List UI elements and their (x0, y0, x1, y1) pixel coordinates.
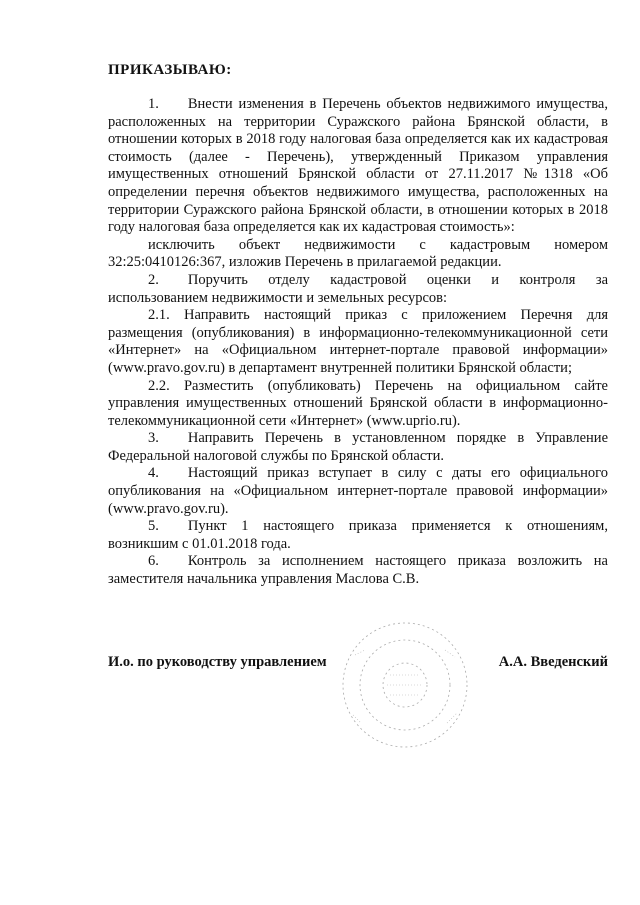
signatory-position: И.о. по руководству управлением (108, 654, 327, 670)
order-body (108, 96, 608, 589)
official-stamp-icon (335, 615, 475, 755)
item-2-1: 2.1. Направить настоящий приказ с приложением Перечня для размещения (опубликования) в информационно-телекоммуникационной сети «Интернет» на «Официальном интернет-портале правовой информации» (www.pravo.gov.ru) в департамент внутренней политики Брянской области; (108, 307, 608, 376)
item-6: 6. Контроль за исполнением настоящего приказа возложить на заместителя начальника управления Маслова С.В. (108, 553, 608, 588)
item-1-exclusion: исключить объект недвижимости с кадастровым номером 32:25:0410126:367, изложив Перечень в прилагаемой редакции. (108, 236, 608, 271)
order-heading: ПРИКАЗЫВАЮ: (108, 62, 232, 78)
item-5: 5. Пункт 1 настоящего приказа применяется к отношениям, возникшим с 01.01.2018 года. (108, 518, 608, 552)
item-4: 4. Настоящий приказ вступает в силу с даты его официального опубликования на «Официальном интернет-портале правовой информации» (www.pravo.gov.ru). (108, 465, 608, 517)
signatory-name: А.А. Введенский (498, 654, 608, 670)
item-2-2: 2.2. Разместить (опубликовать) Перечень на официальном сайте управления имущественных отношений Брянской области в информационно-телекоммуникационной сети «Интернет» (www.uprio.ru). (108, 377, 608, 429)
item-1: 1. Внести изменения в Перечень объектов недвижимого имущества, расположенных на территории Суражского района Брянской области, в отношении которых в 2018 году налоговая база определяется как их кадастровая стоимость (далее - Перечень), утвержденный Приказом управления имущественных отношений Брянской области от 27.11.2017 №1318 «Об определении перечня объектов недвижимого имущества, расположенных на территории Суражского района Брянской области, в отношении которых в 2018 году налоговая база определяется как их кадастровая стоимость»: (108, 96, 608, 236)
item-3: 3. Направить Перечень в установленном порядке в Управление Федеральной налоговой службы по Брянской области. (108, 430, 608, 464)
item-2: 2. Поручить отделу кадастровой оценки и контроля за использованием недвижимости и земельных ресурсов: (108, 271, 608, 306)
